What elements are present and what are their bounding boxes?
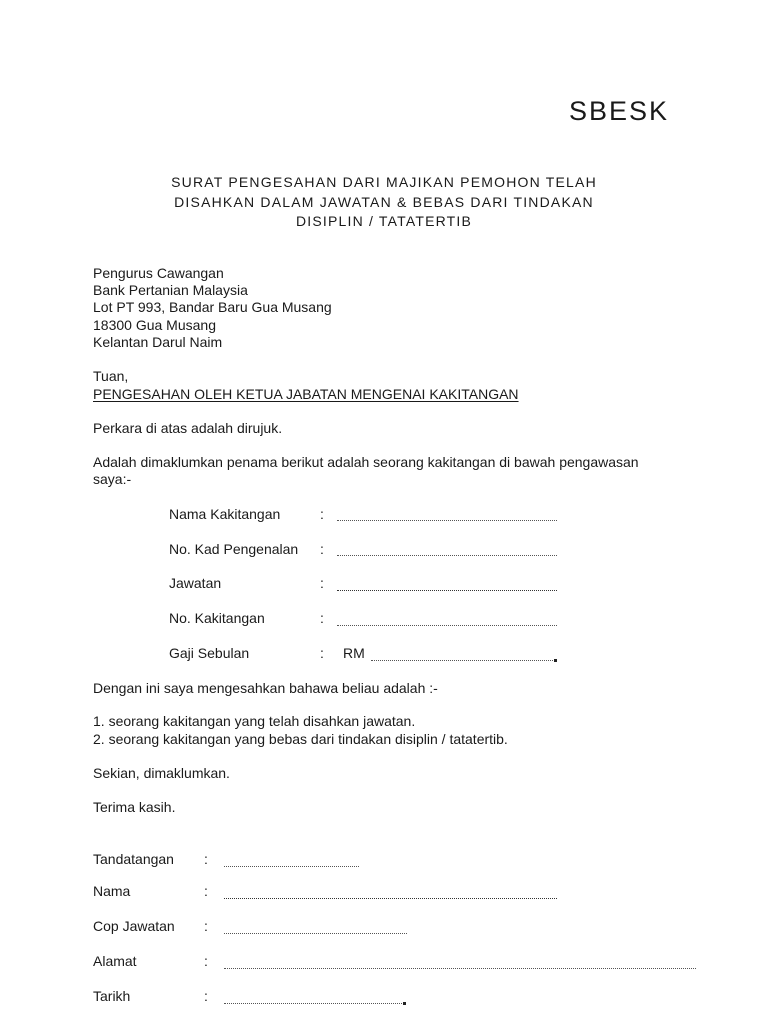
sig-colon: :	[204, 883, 208, 899]
field-colon: :	[320, 575, 324, 591]
sig-colon: :	[204, 988, 208, 1004]
no-kad-pengenalan-input-line[interactable]	[337, 555, 557, 556]
closing-sekian: Sekian, dimaklumkan.	[93, 765, 230, 781]
paragraph-notice: Adalah dimaklumkan penama berikut adalah seorang kakitangan di bawah pengawasan saya:-	[93, 454, 639, 488]
sig-colon: :	[204, 918, 208, 934]
currency-prefix: RM	[343, 645, 365, 661]
address-line: Bank Pertanian Malaysia	[93, 282, 248, 299]
field-colon: :	[320, 645, 324, 661]
field-colon: :	[320, 506, 324, 522]
nama-kakitangan-input-line[interactable]	[337, 520, 557, 521]
document-title-line-1: SURAT PENGESAHAN DARI MAJIKAN PEMOHON TELAH	[171, 174, 597, 190]
address-line: Lot PT 993, Bandar Baru Gua Musang	[93, 299, 332, 316]
document-code: SBESK	[569, 96, 670, 126]
nama-input-line[interactable]	[224, 898, 557, 899]
field-label-jawatan: Jawatan	[169, 575, 222, 591]
field-colon: :	[320, 541, 324, 557]
line-end-mark	[554, 659, 557, 662]
document-title-line-2: DISAHKAN DALAM JAWATAN & BEBAS DARI TINDAKAN	[174, 194, 594, 210]
recipient-address	[93, 265, 332, 351]
sig-label-cop-jawatan: Cop Jawatan	[93, 918, 175, 934]
no-kakitangan-input-line[interactable]	[337, 625, 557, 626]
field-label-no-kad-pengenalan: No. Kad Pengenalan	[169, 541, 299, 557]
subject-line: PENGESAHAN OLEH KETUA JABATAN MENGENAI KAKITANGAN	[93, 386, 519, 402]
line-end-mark	[403, 1002, 406, 1005]
address-line: Kelantan Darul Naim	[93, 333, 223, 350]
field-label-gaji-sebulan: Gaji Sebulan	[169, 645, 250, 661]
sig-label-alamat: Alamat	[93, 953, 137, 969]
field-colon: :	[320, 610, 324, 626]
sig-label-nama: Nama	[93, 883, 131, 899]
confirmation-item-1: 1. seorang kakitangan yang telah disahkan jawatan.	[93, 713, 416, 729]
paragraph-reference: Perkara di atas adalah dirujuk.	[93, 420, 283, 436]
sig-label-tandatangan: Tandatangan	[93, 851, 174, 867]
field-label-no-kakitangan: No. Kakitangan	[169, 610, 265, 626]
cop-jawatan-input-line[interactable]	[224, 933, 407, 934]
address-line: 18300 Gua Musang	[93, 316, 216, 333]
confirmation-item-2: 2. seorang kakitangan yang bebas dari tindakan disiplin / tatatertib.	[93, 731, 508, 747]
sig-colon: :	[204, 851, 208, 867]
confirmation-intro: Dengan ini saya mengesahkan bahawa beliau adalah :-	[93, 680, 438, 696]
alamat-input-line[interactable]	[224, 968, 696, 969]
tarikh-input-line[interactable]	[224, 1003, 404, 1004]
document-title-line-3: DISIPLIN / TATATERTIB	[295, 213, 473, 229]
salutation: Tuan,	[93, 368, 129, 384]
tandatangan-input-line[interactable]	[224, 866, 359, 867]
sig-colon: :	[204, 953, 208, 969]
address-line: Pengurus Cawangan	[93, 265, 224, 281]
closing-thanks: Terima kasih.	[93, 799, 176, 815]
sig-label-tarikh: Tarikh	[93, 988, 131, 1004]
gaji-sebulan-input-line[interactable]	[371, 660, 555, 661]
jawatan-input-line[interactable]	[337, 590, 557, 591]
field-label-nama-kakitangan: Nama Kakitangan	[169, 506, 281, 522]
